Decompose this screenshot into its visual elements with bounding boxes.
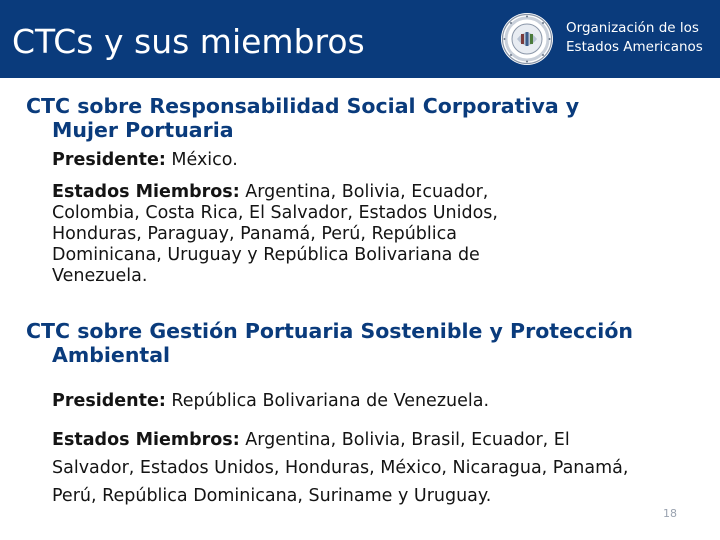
page-number: 18: [663, 507, 677, 520]
slide-title: CTCs y sus miembros: [12, 22, 365, 61]
section-president: [52, 150, 612, 171]
section-president: [52, 391, 672, 412]
organization-name-line2: Estados Americanos: [566, 39, 703, 55]
members-value: Argentina, Bolivia, Ecuador, Colombia, Costa Rica, El Salvador, Estados Unidos, Honduras, Paraguay, Panamá, Perú, República Dominicana, Uruguay y República Bolivariana de Venezuela.: [52, 182, 498, 286]
section-title: CTC sobre Gestión Portuaria Sostenible y Protección Ambiental: [26, 319, 633, 367]
section-title: CTC sobre Responsabilidad Social Corporativa y Mujer Portuaria: [26, 94, 580, 142]
organization-name-line1: Organización de los: [566, 20, 699, 36]
members-label: Estados Miembros:: [52, 430, 240, 450]
president-value: México.: [165, 150, 238, 170]
section-members: [52, 182, 552, 287]
president-label: Presidente:: [52, 150, 166, 170]
members-value: Argentina, Bolivia, Brasil, Ecuador, El Salvador, Estados Unidos, Honduras, México, Nicaragua, Panamá, Perú, República Dominicana, Suriname y Uruguay.: [52, 430, 629, 506]
section-members: [52, 426, 652, 510]
president-value: República Bolivariana de Venezuela.: [165, 391, 490, 411]
members-label: Estados Miembros:: [52, 182, 240, 202]
president-label: Presidente:: [52, 391, 166, 411]
